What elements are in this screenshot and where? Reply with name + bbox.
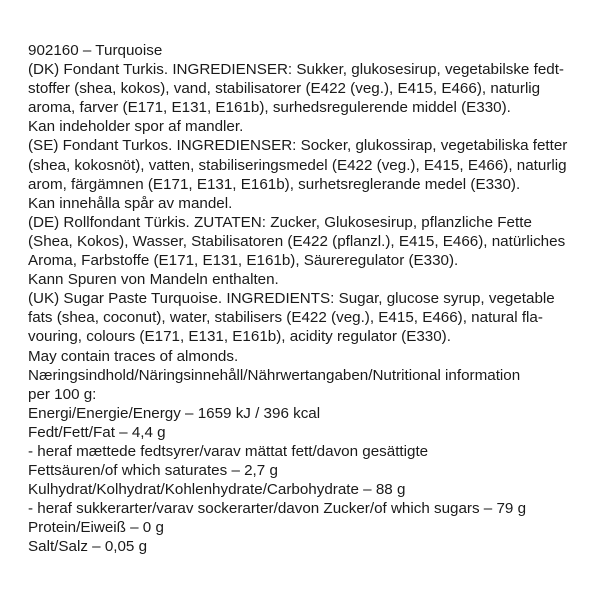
nutrition-table bbox=[28, 366, 593, 557]
ingredients-de-line: (DE) Rollfondant Türkis. ZUTATEN: Zucker, Glukosesirup, pflanzliche Fette bbox=[28, 213, 532, 231]
nutrition-row-salt: Salt/Salz – 0,05 g bbox=[28, 538, 148, 556]
nutrition-row-fat: Fedt/Fett/Fat – 4,4 g bbox=[28, 423, 166, 441]
ingredients-de-line: (Shea, Kokos), Wasser, Stabilisatoren (E422 (pflanzl.), E415, E466), natürliches bbox=[28, 232, 566, 250]
ingredients-se-line: (SE) Fondant Turkos. INGREDIENSER: Socker, glukossirap, vegetabiliska fetter bbox=[28, 137, 568, 155]
nutrition-row-saturates: - heraf mættede fedtsyrer/varav mättat fett/davon gesättigte bbox=[28, 442, 429, 460]
nutrition-row-protein: Protein/Eiweiß – 0 g bbox=[28, 519, 164, 537]
product-label-text bbox=[28, 41, 593, 557]
ingredients-dk-line: stoffer (shea, kokos), vand, stabilisatorer (E422 (veg.), E415, E466), naturlig bbox=[28, 80, 541, 98]
ingredients-de-line: Aroma, Farbstoffe (E171, E131, E161b), Säureregulator (E330). bbox=[28, 252, 459, 270]
nutrition-row-energy: Energi/Energie/Energy – 1659 kJ / 396 kcal bbox=[28, 404, 321, 422]
ingredients-uk-line: fats (shea, coconut), water, stabilisers (E422 (veg.), E415, E466), natural fla- bbox=[28, 309, 543, 327]
allergen-note-se: Kan innehålla spår av mandel. bbox=[28, 194, 233, 212]
product-code-line: 902160 – Turquoise bbox=[28, 42, 163, 59]
ingredients-uk-line: vouring, colours (E171, E131, E161b), acidity regulator (E330). bbox=[28, 328, 451, 346]
nutrition-row-sugars: - heraf sukkerarter/varav sockerarter/davon Zucker/of which sugars – 79 g bbox=[28, 500, 527, 518]
allergen-note-dk: Kan indeholder spor af mandler. bbox=[28, 118, 244, 136]
ingredients-dk-line: (DK) Fondant Turkis. INGREDIENSER: Sukker, glukosesirup, vegetabilske fedt- bbox=[28, 61, 564, 79]
nutrition-header: Næringsindhold/Näringsinnehåll/Nährwertangaben/Nutritional information bbox=[28, 366, 521, 384]
nutrition-row-saturates-cont: Fettsäuren/of which saturates – 2,7 g bbox=[28, 462, 278, 480]
ingredients-se bbox=[28, 136, 593, 212]
ingredients-se-line: arom, färgämnen (E171, E131, E161b), surhetsreglerande medel (E330). bbox=[28, 175, 521, 193]
ingredients-se-line: (shea, kokosnöt), vatten, stabiliseringsmedel (E422 (veg.), E415, E466), naturlig bbox=[28, 156, 567, 174]
ingredients-de bbox=[28, 213, 593, 289]
nutrition-header-per: per 100 g: bbox=[28, 385, 97, 403]
ingredients-uk bbox=[28, 289, 593, 365]
nutrition-row-carbohydrate: Kulhydrat/Kolhydrat/Kohlenhydrate/Carbohydrate – 88 g bbox=[28, 481, 406, 499]
ingredients-uk-line: (UK) Sugar Paste Turquoise. INGREDIENTS: Sugar, glucose syrup, vegetable bbox=[28, 290, 555, 308]
allergen-note-de: Kann Spuren von Mandeln enthalten. bbox=[28, 271, 279, 289]
ingredients-dk-line: aroma, farver (E171, E131, E161b), surhedsregulerende middel (E330). bbox=[28, 99, 511, 117]
allergen-note-uk: May contain traces of almonds. bbox=[28, 347, 239, 365]
ingredients-dk bbox=[28, 60, 593, 136]
